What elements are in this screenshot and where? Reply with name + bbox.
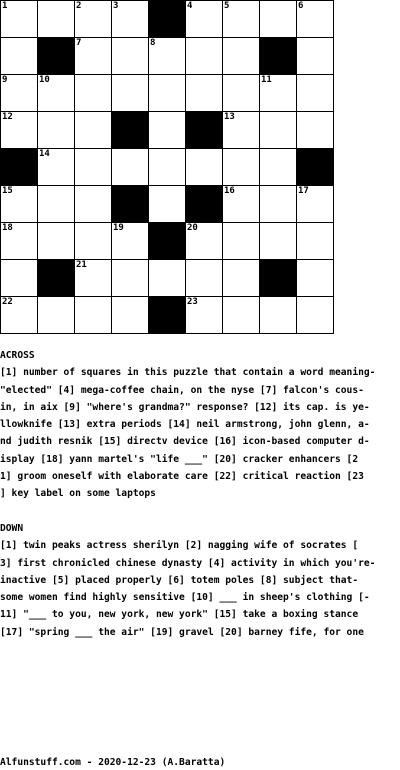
down-clue-line: 3] first chronicled chinese dynasty [4] activity in which you're- bbox=[0, 557, 376, 569]
grid-cell[interactable] bbox=[186, 260, 223, 297]
grid-cell[interactable] bbox=[223, 112, 260, 149]
down-clue-line: [17] "spring ___ the air" [19] gravel [20] barney fife, for one bbox=[0, 626, 364, 638]
clue-number: 1 bbox=[2, 1, 8, 11]
grid-cell[interactable] bbox=[223, 186, 260, 223]
across-clue-line: llowknife [13] extra periods [14] neil armstrong, john glenn, a- bbox=[0, 419, 370, 431]
clue-number: 3 bbox=[113, 1, 119, 11]
grid-cell[interactable] bbox=[260, 112, 297, 149]
black-square bbox=[149, 1, 186, 38]
grid-cell[interactable] bbox=[1, 112, 38, 149]
black-square bbox=[297, 149, 334, 186]
black-square bbox=[149, 223, 186, 260]
clue-number: 18 bbox=[2, 223, 13, 233]
clue-number: 21 bbox=[76, 260, 87, 270]
grid-cell[interactable] bbox=[186, 75, 223, 112]
clue-number: 2 bbox=[76, 1, 82, 11]
grid-cell[interactable] bbox=[186, 149, 223, 186]
grid-cell[interactable] bbox=[297, 223, 334, 260]
grid-cell[interactable] bbox=[75, 1, 112, 38]
across-clue-line: 1] groom oneself with elaborate care [22] critical reaction [23 bbox=[0, 471, 364, 483]
across-clues bbox=[0, 364, 396, 502]
grid-cell[interactable] bbox=[186, 223, 223, 260]
black-square bbox=[186, 186, 223, 223]
clues-panel bbox=[0, 347, 396, 641]
clue-number: 22 bbox=[2, 297, 13, 307]
grid-cell[interactable] bbox=[112, 38, 149, 75]
grid-cell[interactable] bbox=[38, 297, 75, 334]
grid-cell[interactable] bbox=[260, 1, 297, 38]
black-square bbox=[38, 38, 75, 75]
clue-number: 23 bbox=[187, 297, 198, 307]
down-clue-line: some women find highly sensitive [10] ___ in sheep's clothing [- bbox=[0, 592, 370, 604]
grid-cell[interactable] bbox=[1, 38, 38, 75]
grid-cell[interactable] bbox=[186, 297, 223, 334]
clue-number: 10 bbox=[39, 75, 50, 85]
across-clue-line: "elected" [4] mega-coffee chain, on the nyse [7] falcon's cous- bbox=[0, 384, 364, 396]
grid-cell[interactable] bbox=[223, 223, 260, 260]
grid-cell[interactable] bbox=[186, 38, 223, 75]
grid-cell[interactable] bbox=[149, 112, 186, 149]
grid-cell[interactable] bbox=[297, 260, 334, 297]
grid-cell[interactable] bbox=[223, 1, 260, 38]
grid-cell[interactable] bbox=[297, 75, 334, 112]
footer-credit: Alfunstuff.com - 2020-12-23 (A.Baratta) bbox=[0, 757, 226, 768]
grid-cell[interactable] bbox=[223, 38, 260, 75]
down-clue-line: [1] twin peaks actress sherilyn [2] nagging wife of socrates [ bbox=[0, 540, 359, 552]
grid-cell[interactable] bbox=[260, 75, 297, 112]
clue-number: 16 bbox=[224, 186, 235, 196]
clue-number: 15 bbox=[2, 186, 13, 196]
black-square bbox=[112, 112, 149, 149]
grid-cell[interactable] bbox=[1, 297, 38, 334]
grid-cell[interactable] bbox=[1, 75, 38, 112]
grid-cell[interactable] bbox=[149, 149, 186, 186]
grid-cell[interactable] bbox=[297, 112, 334, 149]
grid-cell[interactable] bbox=[297, 1, 334, 38]
grid-cell[interactable] bbox=[75, 75, 112, 112]
grid-cell[interactable] bbox=[149, 38, 186, 75]
grid-cell[interactable] bbox=[1, 260, 38, 297]
black-square bbox=[38, 260, 75, 297]
black-square bbox=[186, 112, 223, 149]
grid-cell[interactable] bbox=[1, 186, 38, 223]
black-square bbox=[260, 260, 297, 297]
grid-cell[interactable] bbox=[223, 260, 260, 297]
grid-cell[interactable] bbox=[297, 297, 334, 334]
grid-cell[interactable] bbox=[112, 149, 149, 186]
clue-number: 4 bbox=[187, 1, 193, 11]
grid-cell[interactable] bbox=[149, 186, 186, 223]
grid-cell[interactable] bbox=[75, 149, 112, 186]
crossword-grid bbox=[0, 0, 334, 334]
clue-number: 20 bbox=[187, 223, 198, 233]
grid-cell[interactable] bbox=[38, 186, 75, 223]
across-clue-line: in, in aix [9] "where's grandma?" response? [12] its cap. is ye- bbox=[0, 401, 370, 413]
down-heading: DOWN bbox=[0, 522, 24, 534]
grid-cell[interactable] bbox=[1, 1, 38, 38]
grid-cell[interactable] bbox=[223, 149, 260, 186]
grid-cell[interactable] bbox=[260, 149, 297, 186]
clue-number: 7 bbox=[76, 38, 82, 48]
grid-cell[interactable] bbox=[75, 112, 112, 149]
clue-number: 17 bbox=[298, 186, 309, 196]
grid-cell[interactable] bbox=[297, 186, 334, 223]
grid-cell[interactable] bbox=[38, 112, 75, 149]
grid-cell[interactable] bbox=[149, 75, 186, 112]
grid-cell[interactable] bbox=[112, 297, 149, 334]
grid-cell[interactable] bbox=[38, 149, 75, 186]
grid-cell[interactable] bbox=[75, 223, 112, 260]
grid-cell[interactable] bbox=[260, 186, 297, 223]
grid-cell[interactable] bbox=[260, 297, 297, 334]
grid-cell[interactable] bbox=[1, 223, 38, 260]
clue-number: 9 bbox=[2, 75, 8, 85]
grid-cell[interactable] bbox=[75, 260, 112, 297]
clue-number: 14 bbox=[39, 149, 50, 159]
grid-cell[interactable] bbox=[260, 223, 297, 260]
grid-cell[interactable] bbox=[112, 1, 149, 38]
across-clue-line: ] key label on some laptops bbox=[0, 488, 156, 500]
clue-number: 11 bbox=[261, 75, 272, 85]
grid-cell[interactable] bbox=[223, 297, 260, 334]
black-square bbox=[112, 186, 149, 223]
grid-cell[interactable] bbox=[112, 260, 149, 297]
grid-cell[interactable] bbox=[112, 75, 149, 112]
grid-cell[interactable] bbox=[297, 38, 334, 75]
black-square bbox=[149, 297, 186, 334]
grid-cell[interactable] bbox=[112, 223, 149, 260]
grid-cell[interactable] bbox=[223, 75, 260, 112]
black-square bbox=[260, 38, 297, 75]
across-clue-line: nd judith resnik [15] directv device [16] icon-based computer d- bbox=[0, 436, 370, 448]
clue-number: 5 bbox=[224, 1, 230, 11]
down-clue-line: 11] "___ to you, new york, new york" [15] take a boxing stance bbox=[0, 609, 359, 621]
across-clue-line: isplay [18] yann martel's "life ___" [20] cracker enhancers [2 bbox=[0, 453, 359, 465]
clue-number: 8 bbox=[150, 38, 156, 48]
grid-cell[interactable] bbox=[75, 38, 112, 75]
across-clue-line: [1] number of squares in this puzzle that contain a word meaning- bbox=[0, 367, 376, 379]
grid-cell[interactable] bbox=[38, 1, 75, 38]
clue-number: 12 bbox=[2, 112, 13, 122]
grid-cell[interactable] bbox=[38, 223, 75, 260]
grid-cell[interactable] bbox=[149, 260, 186, 297]
down-clues bbox=[0, 537, 396, 641]
grid-cell[interactable] bbox=[186, 1, 223, 38]
down-clue-line: inactive [5] placed properly [6] totem poles [8] subject that- bbox=[0, 574, 359, 586]
black-square bbox=[1, 149, 38, 186]
across-heading: ACROSS bbox=[0, 350, 35, 361]
clue-number: 19 bbox=[113, 223, 124, 233]
grid-cell[interactable] bbox=[38, 75, 75, 112]
clue-number: 6 bbox=[298, 1, 304, 11]
grid-cell[interactable] bbox=[75, 297, 112, 334]
clue-number: 13 bbox=[224, 112, 235, 122]
grid-cell[interactable] bbox=[75, 186, 112, 223]
